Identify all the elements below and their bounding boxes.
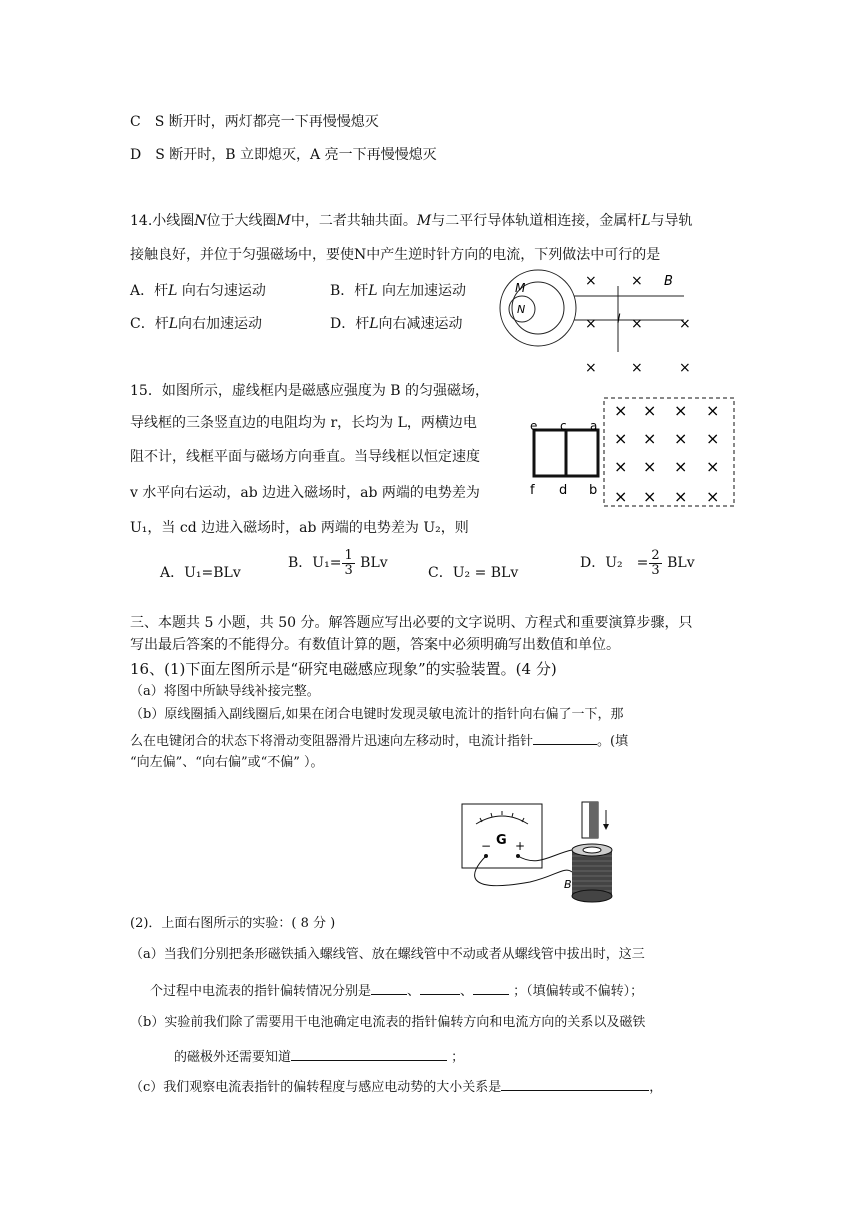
galvanometer-plus-terminal: + <box>515 839 526 853</box>
q15-field-cross: × <box>674 429 688 448</box>
q15-field-cross: × <box>614 457 628 476</box>
section3-instruction-line1: 三、本题共 5 小题，共 50 分。解答题应写出必要的文字说明、方程式和重要演算步骤，只 <box>130 615 693 631</box>
q15-field-cross: × <box>674 457 688 476</box>
q16-part2-b-line1: （b）实验前我们除了需要用干电池确定电流表的指针偏转方向和电流方向的关系以及磁铁 <box>130 1015 646 1030</box>
q14-field-cross: × <box>679 316 691 332</box>
q15-stem-line1: 15．如图所示，虚线框内是磁感应强度为 B 的匀强磁场， <box>130 383 490 399</box>
q15-field-cross: × <box>643 487 657 506</box>
q15-field-cross: × <box>674 401 688 420</box>
q16-part2-heading: (2)．上面右图所示的实验：( 8 分 ) <box>130 916 336 931</box>
q15-label-e: e <box>530 419 538 433</box>
q16-answer-blank[interactable] <box>533 730 597 745</box>
q14-fig-label-m: M <box>515 281 526 295</box>
q14-option-d: D．杆L向右减速运动 <box>330 316 463 332</box>
q15-stem-line2: 导线框的三条竖直边的电阻均为 r，长均为 L，两横边电 <box>130 415 477 431</box>
galvanometer-scale <box>476 816 528 824</box>
q14-field-cross: × <box>679 360 691 376</box>
q14-stem-line1: 14.小线圈N位于大线圈M中，二者共轴共面。M与二平行导体轨道相连接，金属杆L与导轨 <box>130 213 693 229</box>
q16-answer-blank[interactable] <box>291 1046 447 1061</box>
q16-part-a: （a）将图中所缺导线补接完整。 <box>130 684 320 699</box>
q14-field-cross: × <box>631 316 643 332</box>
q15-stem-line4: v 水平向右运动，ab 边进入磁场时，ab 两端的电势差为 <box>130 485 480 501</box>
q15-field-cross: × <box>643 457 657 476</box>
q14-field-cross: × <box>585 316 597 332</box>
q14-fig-label-l: l <box>617 312 621 326</box>
q15-field-cross: × <box>674 487 688 506</box>
q15-field-cross: × <box>643 401 657 420</box>
q15-field-cross: × <box>706 401 720 420</box>
q15-label-d: d <box>559 483 568 498</box>
q15-field-cross: × <box>614 429 628 448</box>
q14-field-cross: × <box>585 360 597 376</box>
q14-option-c: C．杆L向右加速运动 <box>130 316 263 332</box>
section3-instruction-line2: 写出最后答案的不能得分。有数值计算的题，答案中必须明确写出数值和单位。 <box>130 637 620 653</box>
q15-label-c: c <box>560 419 567 433</box>
q14-fig-label-n: N <box>517 303 526 316</box>
q14-coil-rail-figure <box>492 268 702 380</box>
q15-stem-line3: 阻不计，线框平面与磁场方向垂直。当导线框以恒定速度 <box>130 449 480 465</box>
q15-option-c: C．U₂ = BLv <box>428 565 519 581</box>
q15-field-cross: × <box>706 457 720 476</box>
q16-galvanometer-coil-figure <box>460 798 640 906</box>
q15-label-b: b <box>589 483 598 498</box>
q15-field-cross: × <box>614 487 628 506</box>
q14-fig-label-b: B <box>664 274 673 289</box>
solenoid-coil <box>572 850 612 896</box>
coil-label-b: B <box>564 878 572 891</box>
q15-frame-field-figure <box>526 396 740 510</box>
q16-part-b-line3: “向左偏”、“向右偏”或“不偏” ）。 <box>130 755 324 770</box>
q15-option-b: B．U₁= $\frac{1}{3}$ BLv <box>288 547 388 578</box>
q16-answer-blank[interactable] <box>473 980 509 995</box>
galvanometer-label-g: G <box>496 833 507 848</box>
galvanometer-minus-terminal: − <box>481 839 492 853</box>
q16-part-b-line1: （b）原线圈插入副线圈后,如果在闭合电键时发现灵敏电流计的指针向右偏了一下，那 <box>130 707 624 722</box>
q15-field-cross: × <box>706 429 720 448</box>
q16-answer-blank[interactable] <box>420 980 460 995</box>
q15-option-d: D．U₂ = $\frac{2}{3}$ BLv <box>580 547 695 578</box>
q16-answer-blank[interactable] <box>501 1076 649 1091</box>
q16-part2-c: （c）我们观察电流表指针的偏转程度与感应电动势的大小关系是 ， <box>130 1076 662 1097</box>
q14-field-cross: × <box>631 360 643 376</box>
q15-field-cross: × <box>706 487 720 506</box>
q14-option-b: B．杆L 向左加速运动 <box>330 283 467 299</box>
q14-field-cross: × <box>585 273 597 289</box>
q13-option-d: D S 断开时，B 立即熄灭，A 亮一下再慢慢熄灭 <box>130 147 437 163</box>
q16-part-b-line2: 么在电键闭合的状态下将滑动变阻器滑片迅速向左移动时，电流计指针 。(填 <box>130 730 628 751</box>
down-arrow-icon <box>603 824 609 830</box>
q14-stem-line2: 接触良好，并位于匀强磁场中，要使N中产生逆时针方向的电流，下列做法中可行的是 <box>130 247 661 263</box>
q16-part2-a-line2: 个过程中电流表的指针偏转情况分别是 、 、 ；（填偏转或不偏转）； <box>150 980 643 1001</box>
q16-heading: 16、(1)下面左图所示是“研究电磁感应现象”的实验装置。(4 分) <box>130 660 557 678</box>
q15-field-cross: × <box>643 429 657 448</box>
q15-option-d-fraction: $\frac{2}{3}$ <box>651 547 660 578</box>
q16-part2-a-line1: （a）当我们分别把条形磁铁插入螺线管、放在螺线管中不动或者从螺线管中拔出时，这三 <box>130 947 645 962</box>
q15-option-b-fraction: $\frac{1}{3}$ <box>344 547 353 578</box>
q16-part2-b-line2: 的磁极外还需要知道 ； <box>174 1046 464 1067</box>
q15-stem-line5: U₁，当 cd 边进入磁场时，ab 两端的电势差为 U₂，则 <box>130 520 469 536</box>
q16-answer-blank[interactable] <box>371 980 407 995</box>
q14-field-cross: × <box>631 273 643 289</box>
q14-option-a: A．杆L 向右匀速运动 <box>130 283 266 299</box>
q15-label-f: f <box>530 483 535 498</box>
q15-field-cross: × <box>614 401 628 420</box>
q15-option-a: A．U₁=BLv <box>160 565 241 581</box>
q13-option-c: C S 断开时，两灯都亮一下再慢慢熄灭 <box>130 114 379 130</box>
q15-label-a: a <box>590 419 598 433</box>
